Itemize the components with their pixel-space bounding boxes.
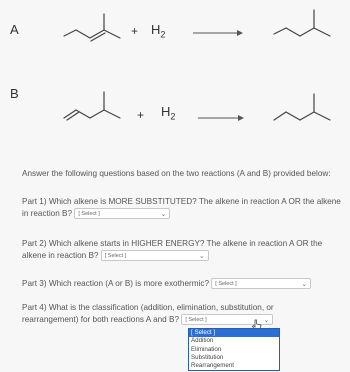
- reaction-b-alkene-structure: [60, 88, 126, 128]
- part-2-select-value: [ Select ]: [104, 252, 127, 259]
- part-1-select-value: [ Select ]: [78, 210, 100, 217]
- dropdown-option-addition[interactable]: Addition: [191, 337, 214, 345]
- question-part-2-text: alkene in reaction B?: [22, 250, 99, 260]
- question-part-3-text: Part 3) Which reaction (A or B) is more exothermic?: [22, 279, 210, 288]
- part-4-dropdown-list: [188, 328, 280, 371]
- question-part-4-text: rearrangement) for both reactions A and B?: [22, 314, 180, 324]
- part-3-select[interactable]: [211, 278, 311, 289]
- question-part-1-line-2: [22, 208, 342, 220]
- reaction-a-label: A: [10, 22, 19, 37]
- dropdown-option-substitution[interactable]: Substitution: [191, 353, 224, 361]
- hydrogen-b: $H_2$: [161, 104, 176, 122]
- reaction-a-arrow: [193, 25, 243, 43]
- question-part-2-line-1: Part 2) Which alkene starts in HIGHER ENERGY? The alkene in reaction A OR the: [22, 239, 323, 248]
- reaction-b-arrow: [198, 110, 244, 128]
- reaction-b-label: B: [10, 86, 19, 101]
- question-part-1-line-1: Part 1) Which alkene is MORE SUBSTITUTED? The alkene in reaction A OR the alkene: [22, 197, 341, 206]
- question-part-2: [22, 238, 342, 261]
- chevron-down-icon: ⌄: [160, 210, 167, 218]
- reaction-b-alkane-structure: [270, 88, 336, 132]
- question-part-4: [22, 302, 347, 325]
- dropdown-option-elimination[interactable]: Elimination: [191, 345, 222, 353]
- chevron-down-icon: ⌄: [263, 316, 270, 324]
- question-part-3: [22, 278, 347, 290]
- reaction-a-alkane-structure: [270, 2, 336, 46]
- plus-sign-a: +: [131, 24, 139, 38]
- hydrogen-a: $H_2$: [151, 22, 166, 40]
- part-4-select-value: [ Select ]: [185, 316, 207, 323]
- plus-sign-b: +: [137, 108, 145, 122]
- reaction-a-alkene-structure: [60, 8, 126, 48]
- question-part-4-line-1: Part 4) What is the classification (addition, elimination, substitution, or: [22, 303, 274, 312]
- part-1-select[interactable]: [74, 208, 170, 219]
- chevron-down-icon: ⌄: [301, 281, 308, 289]
- instructions-text: Answer the following questions based on the two reactions (A and B) provided below:: [22, 169, 331, 178]
- dropdown-option-rearrangement[interactable]: Rearrangement: [191, 362, 234, 370]
- dropdown-option-select[interactable]: [ Select ]: [189, 329, 279, 337]
- part-2-select[interactable]: [101, 250, 209, 261]
- question-part-4-line-2: [22, 314, 347, 326]
- question-part-1-text: in reaction B?: [22, 208, 73, 218]
- chevron-down-icon: ⌄: [198, 252, 205, 260]
- question-part-1: [22, 196, 342, 219]
- part-3-select-value: [ Select ]: [215, 281, 237, 288]
- question-part-2-line-2: [22, 250, 342, 262]
